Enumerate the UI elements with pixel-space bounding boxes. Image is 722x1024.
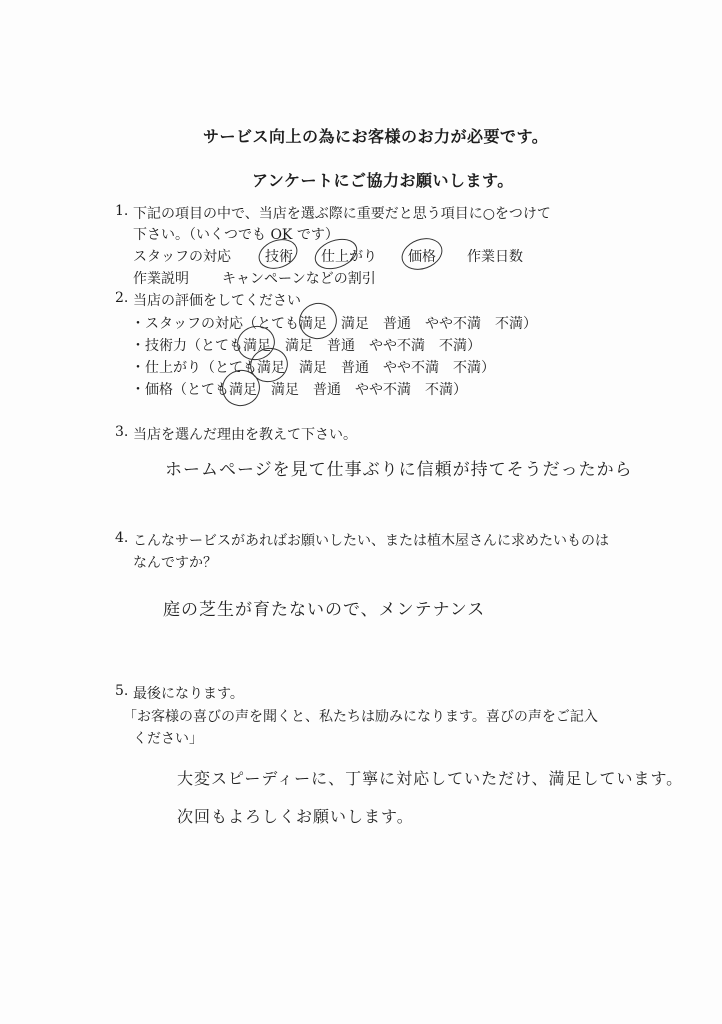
q5-handwritten-answer-line2: 次回もよろしくお願いします。	[177, 807, 414, 826]
survey-title-line1: サービス向上の為にお客様のお力が必要です。	[203, 127, 549, 146]
q1-text-line2: 下さい。（いくつでも OK です）	[133, 227, 339, 243]
q4-number: 4.	[115, 530, 129, 546]
q1-option-explanation: 作業説明	[133, 271, 189, 287]
q4-text-line1: こんなサービスがあればお願いしたい、または植木屋さんに求めたいものは	[133, 533, 609, 549]
q5-handwritten-answer-line1: 大変スピーディーに、丁寧に対応していただけ、満足しています。	[177, 769, 684, 788]
q1-option-workdays: 作業日数	[467, 249, 523, 265]
q1-option-price: 価格	[408, 249, 436, 265]
q2-item-price: ・価格（とても満足 満足 普通 やや不満 不満）	[131, 382, 467, 398]
q1-number: 1.	[115, 203, 129, 219]
q1-option-finish: 仕上がり	[321, 249, 377, 265]
q1-option-technique: 技術	[265, 249, 293, 265]
q5-quote-line2: ください」	[133, 731, 203, 747]
q1-text-line1: 下記の項目の中で、当店を選ぶ際に重要だと思う項目に○をつけて	[133, 206, 551, 222]
q4-text-line2: なんですか？	[133, 555, 217, 571]
q1-circle-price	[397, 233, 447, 276]
q5-text: 最後になります。	[133, 686, 244, 702]
q1-option-staff: スタッフの対応	[133, 249, 231, 265]
q2-number: 2.	[115, 290, 129, 306]
q3-number: 3.	[115, 424, 129, 440]
q3-handwritten-answer: ホームページを見て仕事ぶりに信頼が持てそうだったから	[165, 460, 633, 480]
q2-item-staff: ・スタッフの対応（とても満足 満足 普通 やや不満 不満）	[131, 316, 537, 332]
q5-quote-line1: 「お客様の喜びの声を聞くと、私たちは励みになります。喜びの声をご記入	[123, 709, 598, 725]
q1-option-discount: キャンペーンなどの割引	[222, 271, 376, 287]
survey-title-line2: アンケートにご協力お願いします。	[252, 171, 514, 190]
q5-number: 5.	[115, 683, 129, 699]
q4-handwritten-answer: 庭の芝生が育たないので、メンテナンス	[163, 600, 486, 620]
q3-text: 当店を選んだ理由を教えて下さい。	[133, 427, 357, 443]
q2-text: 当店の評価をしてください	[133, 293, 301, 309]
q2-item-finish: ・仕上がり（とても満足 満足 普通 やや不満 不満）	[131, 360, 495, 376]
q2-item-technique: ・技術力（とても満足 満足 普通 やや不満 不満）	[131, 338, 481, 354]
